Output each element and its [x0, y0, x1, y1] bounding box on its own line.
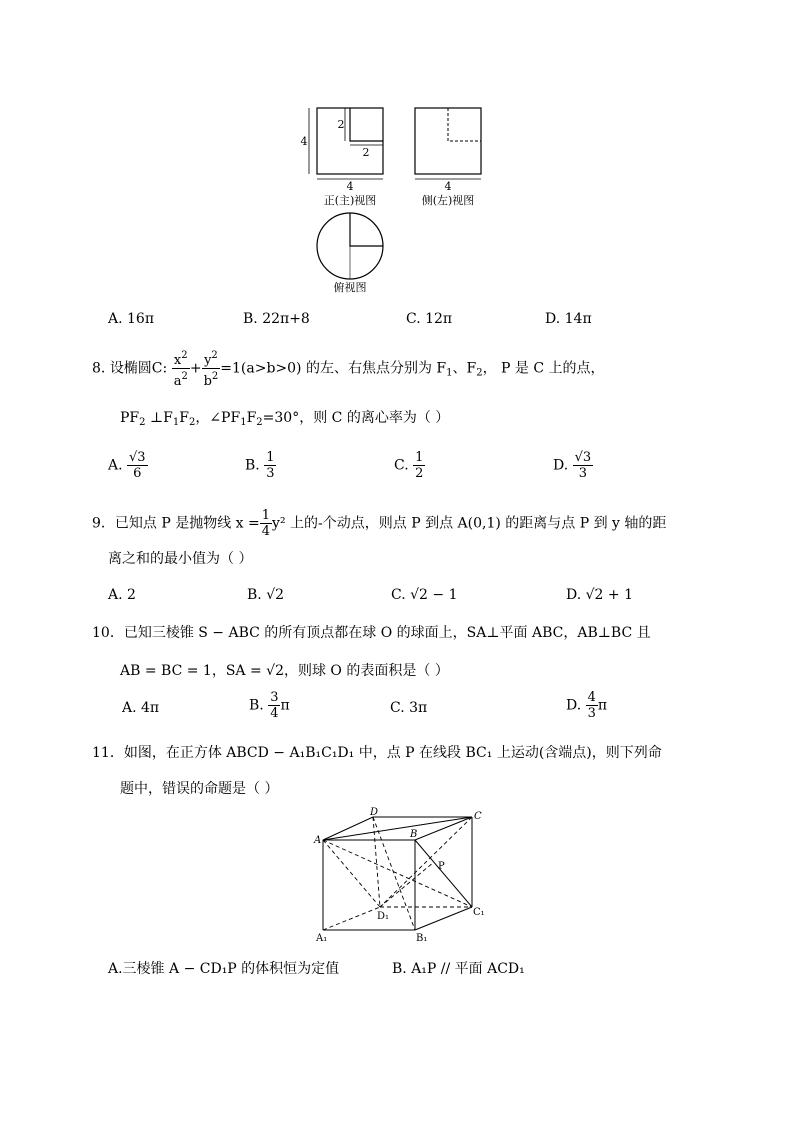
- cube-label-d1: D₁: [377, 911, 390, 922]
- q9-option-d[interactable]: D. √2 + 1: [566, 587, 633, 603]
- q8-option-a[interactable]: A. $\frac{√3}{6}$: [108, 450, 146, 481]
- q11-option-a[interactable]: A.三棱锥 A − CD₁P 的体积恒为定值: [108, 961, 340, 977]
- q10-stem-line1: 10．已知三棱锥 S − ABC 的所有顶点都在球 O 的球面上，SA⊥平面 ABC，AB⊥BC 且: [92, 625, 651, 641]
- three-view-figure: [300, 100, 500, 295]
- q10-option-b[interactable]: B. $\frac{3}{4}$ π: [249, 690, 290, 721]
- q9-stem-line2: 离之和的最小值为（ ）: [108, 551, 253, 567]
- q7-option-c[interactable]: C. 12π: [406, 311, 453, 327]
- q11-option-b[interactable]: B. A₁P // 平面 ACD₁: [392, 961, 525, 977]
- dim-side-width: 4: [444, 180, 452, 193]
- side-view-caption: 侧(左)视图: [421, 194, 475, 207]
- dim-front-height: 4: [300, 135, 308, 148]
- cube-label-c1: C₁: [473, 907, 485, 918]
- q7-option-a[interactable]: A. 16π: [108, 311, 155, 327]
- q8-option-d[interactable]: D. $\frac{√3}{3}$: [553, 450, 592, 481]
- top-view-caption: 俯视图: [333, 281, 367, 294]
- cube-figure: [310, 805, 490, 945]
- q9-option-c[interactable]: C. √2 − 1: [391, 587, 458, 603]
- cube-label-p: P: [438, 861, 445, 872]
- dim-inner-height: 2: [337, 118, 345, 131]
- q7-option-d[interactable]: D. 14π: [545, 311, 592, 327]
- q10-option-c[interactable]: C. 3π: [390, 700, 428, 716]
- cube-label-a1: A₁: [316, 933, 328, 944]
- q9-option-b[interactable]: B. √2: [247, 587, 285, 603]
- front-view-caption: 正(主)视图: [323, 194, 377, 207]
- cube-label-c: C: [474, 811, 482, 822]
- cube-label-b: B: [410, 829, 418, 840]
- q10-option-d[interactable]: D. $\frac{4}{3}$ π: [566, 690, 608, 721]
- dim-front-width: 4: [346, 180, 354, 193]
- q11-stem-line2: 题中，错误的命题是（ ）: [120, 781, 279, 797]
- q8-stem-line2: $PF_2$ $\perp F_1F_2$，$\angle PF_1F_2=30^\circ$，则 C 的离心率为（ ）: [120, 410, 450, 428]
- cube-label-b1: B₁: [416, 933, 428, 944]
- q11-stem-line1: 11．如图，在正方体 ABCD − A₁B₁C₁D₁ 中，点 P 在线段 BC₁ 上运动(含端点)，则下列命: [92, 745, 662, 761]
- cube-label-d: D: [370, 807, 379, 818]
- q7-option-b[interactable]: B. 22π+8: [243, 311, 310, 327]
- top-view: [317, 213, 383, 279]
- q10-stem-line2: AB = BC = 1，SA = √2，则球 O 的表面积是（ ）: [120, 663, 449, 679]
- front-view: [317, 108, 383, 174]
- q8-option-c[interactable]: C. $\frac{1}{2}$: [394, 450, 424, 481]
- q8-stem-line1: 8. 设椭圆C: $\frac{x^2}{a^2}$ + $\frac{y^2}{b^2}$ =1(a>b>0) 的左、右焦点分别为 $F_1$、$F_2$， P 是 C 上的点，: [92, 350, 605, 389]
- q8-option-b[interactable]: B. $\frac{1}{3}$: [245, 450, 275, 481]
- dim-inner-width: 2: [362, 146, 370, 159]
- q10-option-a[interactable]: A. 4π: [122, 700, 160, 716]
- q9-option-a[interactable]: A. 2: [108, 587, 136, 603]
- q9-stem-line1: 9．已知点 P 是抛物线 x = $\frac{1}{4}$ y² 上的-个动点，则点 P 到点 A(0,1) 的距离与点 P 到 y 轴的距: [92, 508, 667, 539]
- cube-label-a: A: [314, 835, 322, 846]
